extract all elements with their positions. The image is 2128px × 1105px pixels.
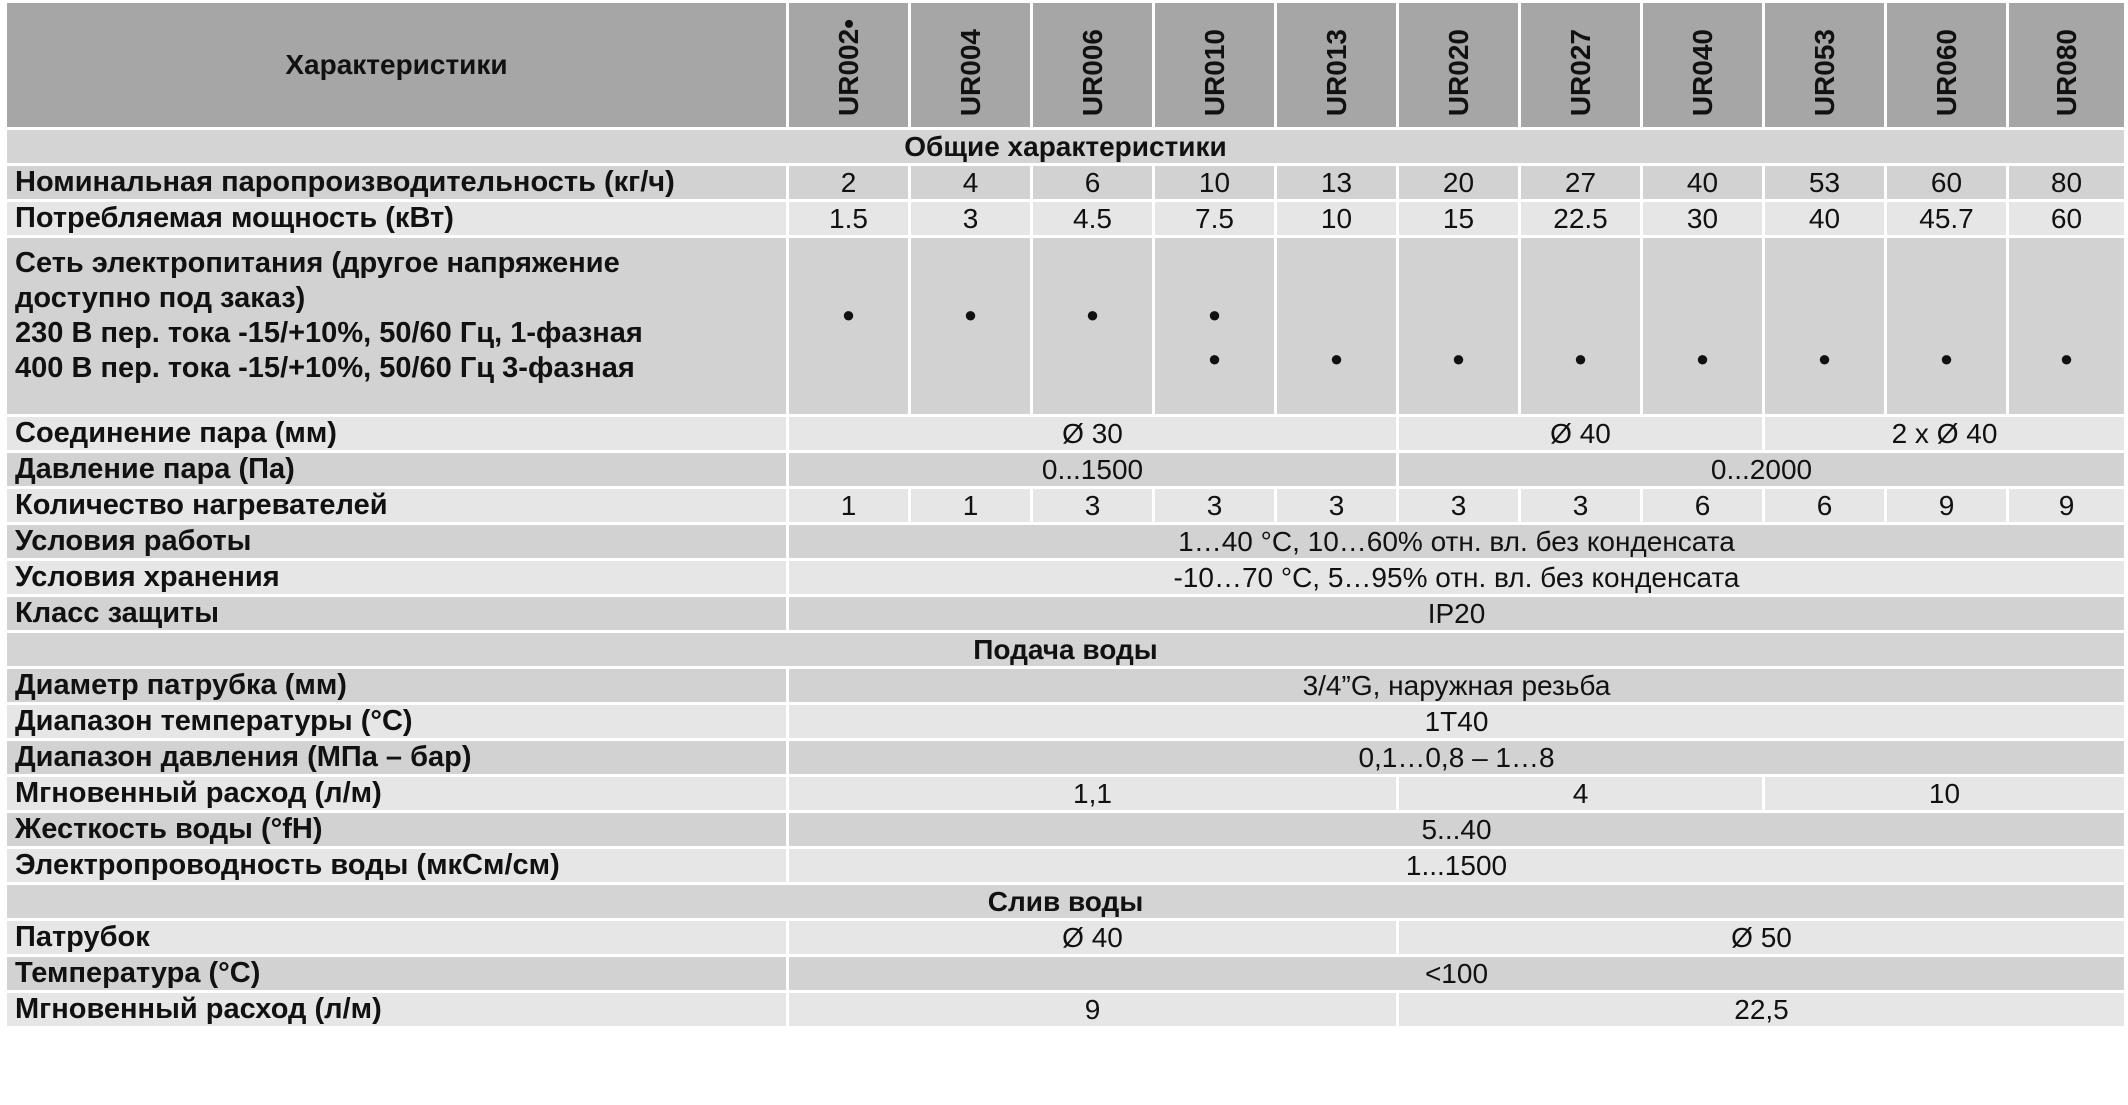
table-cell [1032, 237, 1154, 416]
model-header: UR010 [1154, 2, 1276, 129]
table-cell [1886, 237, 2008, 416]
table-cell: Ø 30 [788, 416, 1398, 452]
row-label: Патрубок [6, 920, 788, 956]
table-cell: 4 [1398, 776, 1764, 812]
row-water-temperature [6, 704, 2126, 740]
table-cell: -10…70 °C, 5…95% отн. вл. без конденсата [788, 560, 2126, 596]
table-cell: Ø 40 [1398, 416, 1764, 452]
table-cell: 4 [910, 165, 1032, 201]
table-cell [1520, 237, 1642, 416]
table-cell: 3 [1032, 488, 1154, 524]
row-power-supply [6, 237, 2126, 416]
three-phase-dot: ● [1939, 346, 1954, 371]
three-phase-dot: ● [1329, 346, 1344, 371]
table-cell: 45.7 [1886, 201, 2008, 237]
table-cell: 53 [1764, 165, 1886, 201]
table-cell: 27 [1520, 165, 1642, 201]
table-cell: 40 [1642, 165, 1764, 201]
table-cell: 10 [1276, 201, 1398, 237]
table-cell: 3/4”G, наружная резьба [788, 668, 2126, 704]
table-cell: 1.5 [788, 201, 910, 237]
table-cell: 4.5 [1032, 201, 1154, 237]
model-header: UR040 [1642, 2, 1764, 129]
section-title: Слив воды [6, 884, 2126, 920]
row-steam-output [6, 165, 2126, 201]
three-phase-dot: ● [1451, 346, 1466, 371]
table-cell: 1,1 [788, 776, 1398, 812]
header-row [6, 2, 2126, 129]
row-water-conductivity [6, 848, 2126, 884]
section-water-drain [6, 884, 2126, 920]
row-label: Условия работы [6, 524, 788, 560]
table-cell: Ø 50 [1398, 920, 2126, 956]
row-operating-conditions [6, 524, 2126, 560]
table-cell [788, 237, 910, 416]
label-line: 230 В пер. тока -15/+10%, 50/60 Гц, 1-фазная [15, 317, 643, 349]
row-label [6, 237, 788, 416]
row-label: Номинальная паропроизводительность (кг/ч) [6, 165, 788, 201]
three-phase-dot: ● [1695, 346, 1710, 371]
table-cell [1764, 237, 1886, 416]
table-cell: 2 x Ø 40 [1764, 416, 2126, 452]
row-label: Количество нагревателей [6, 488, 788, 524]
table-cell: Ø 40 [788, 920, 1398, 956]
table-cell: 3 [1276, 488, 1398, 524]
section-water-supply [6, 632, 2126, 668]
table-cell: 3 [1154, 488, 1276, 524]
model-header: UR060 [1886, 2, 2008, 129]
section-title: Подача воды [6, 632, 2126, 668]
table-cell: IP20 [788, 596, 2126, 632]
model-header: UR080 [2008, 2, 2126, 129]
section-general [6, 129, 2126, 165]
header-label: Характеристики [6, 2, 788, 129]
table-cell: 30 [1642, 201, 1764, 237]
table-cell: 0,1…0,8 – 1…8 [788, 740, 2126, 776]
table-cell: 9 [788, 992, 1398, 1028]
model-header: UR053 [1764, 2, 1886, 129]
table-cell: 7.5 [1154, 201, 1276, 237]
row-pipe-diameter [6, 668, 2126, 704]
three-phase-dot: ● [1817, 346, 1832, 371]
model-header: UR006 [1032, 2, 1154, 129]
table-cell: 5...40 [788, 812, 2126, 848]
row-label: Электропроводность воды (мкСм/см) [6, 848, 788, 884]
table-cell [1276, 237, 1398, 416]
table-cell: 80 [2008, 165, 2126, 201]
table-cell: 9 [1886, 488, 2008, 524]
table-cell: <100 [788, 956, 2126, 992]
table-cell: 3 [910, 201, 1032, 237]
table-cell: 15 [1398, 201, 1520, 237]
row-label: Соединение пара (мм) [6, 416, 788, 452]
model-header: UR013 [1276, 2, 1398, 129]
table-cell: 1...1500 [788, 848, 2126, 884]
row-label: Класс защиты [6, 596, 788, 632]
row-water-hardness [6, 812, 2126, 848]
row-label: Жесткость воды (°fH) [6, 812, 788, 848]
row-drain-temperature [6, 956, 2126, 992]
row-label: Диаметр патрубка (мм) [6, 668, 788, 704]
table-cell: 2 [788, 165, 910, 201]
single-phase-dot: ● [963, 302, 978, 327]
row-label: Потребляемая мощность (кВт) [6, 201, 788, 237]
three-phase-dot: ● [1573, 346, 1588, 371]
table-cell [1154, 237, 1276, 416]
row-label: Условия хранения [6, 560, 788, 596]
table-cell: 13 [1276, 165, 1398, 201]
table-cell: 3 [1520, 488, 1642, 524]
row-label: Диапазон давления (МПа – бар) [6, 740, 788, 776]
row-label: Давление пара (Па) [6, 452, 788, 488]
specifications-table [4, 0, 2127, 1029]
model-header: UR004 [910, 2, 1032, 129]
label-line: 400 В пер. тока -15/+10%, 50/60 Гц 3-фазная [15, 352, 635, 384]
row-steam-connection [6, 416, 2126, 452]
single-phase-dot: ● [841, 302, 856, 327]
model-header: UR002• [788, 2, 910, 129]
row-label: Мгновенный расход (л/м) [6, 776, 788, 812]
row-storage-conditions [6, 560, 2126, 596]
table-cell [1398, 237, 1520, 416]
table-cell [1642, 237, 1764, 416]
table-cell [2008, 237, 2126, 416]
three-phase-dot: ● [1207, 346, 1222, 371]
table-cell: 6 [1764, 488, 1886, 524]
table-cell: 60 [2008, 201, 2126, 237]
table-cell: 0...1500 [788, 452, 1398, 488]
row-protection-class [6, 596, 2126, 632]
label-line: доступно под заказ) [15, 282, 306, 314]
row-label: Диапазон температуры (°C) [6, 704, 788, 740]
table-cell: 6 [1642, 488, 1764, 524]
table-cell: 10 [1764, 776, 2126, 812]
table-cell: 10 [1154, 165, 1276, 201]
table-cell: 22,5 [1398, 992, 2126, 1028]
row-drain-flow [6, 992, 2126, 1028]
model-header: UR020 [1398, 2, 1520, 129]
row-label: Температура (°C) [6, 956, 788, 992]
three-phase-dot: ● [2059, 346, 2074, 371]
table-cell: 1…40 °C, 10…60% отн. вл. без конденсата [788, 524, 2126, 560]
row-heaters [6, 488, 2126, 524]
table-cell: 9 [2008, 488, 2126, 524]
row-steam-pressure [6, 452, 2126, 488]
model-header: UR027 [1520, 2, 1642, 129]
table-cell: 1T40 [788, 704, 2126, 740]
table-cell: 3 [1398, 488, 1520, 524]
table-cell [910, 237, 1032, 416]
row-label: Мгновенный расход (л/м) [6, 992, 788, 1028]
row-supply-flow [6, 776, 2126, 812]
single-phase-dot: ● [1085, 302, 1100, 327]
single-phase-dot: ● [1207, 302, 1222, 327]
section-title: Общие характеристики [6, 129, 2126, 165]
table-cell: 6 [1032, 165, 1154, 201]
table-cell: 40 [1764, 201, 1886, 237]
row-water-pressure [6, 740, 2126, 776]
table-cell: 0...2000 [1398, 452, 2126, 488]
table-cell: 1 [788, 488, 910, 524]
table-cell: 1 [910, 488, 1032, 524]
table-cell: 60 [1886, 165, 2008, 201]
table-cell: 20 [1398, 165, 1520, 201]
label-line: Сеть электропитания (другое напряжение [15, 247, 620, 279]
row-power-consumption [6, 201, 2126, 237]
table-cell: 22.5 [1520, 201, 1642, 237]
row-drain-pipe [6, 920, 2126, 956]
